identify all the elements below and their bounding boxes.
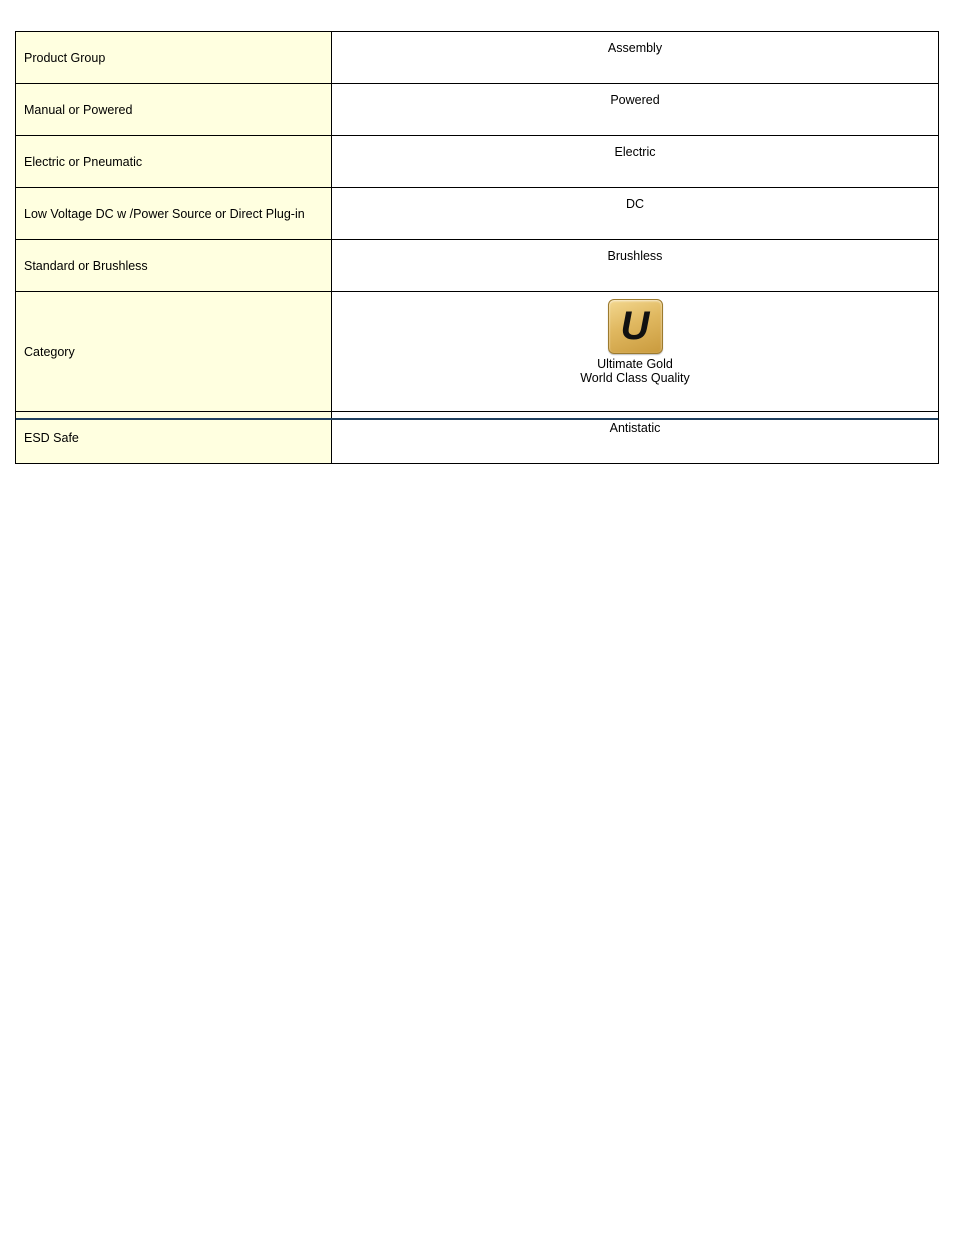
spec-label: Electric or Pneumatic (16, 136, 332, 188)
section-divider (16, 418, 938, 420)
badge-subtitle: World Class Quality (580, 371, 690, 385)
spec-label: Manual or Powered (16, 84, 332, 136)
spec-row-voltage (16, 188, 939, 240)
badge-title: Ultimate Gold (597, 357, 673, 371)
spec-row-electric-or-pneumatic (16, 136, 939, 188)
spec-label: ESD Safe (16, 412, 332, 464)
spec-label: Standard or Brushless (16, 240, 332, 292)
spec-row-product-group (16, 32, 939, 84)
spec-row-manual-or-powered (16, 84, 939, 136)
category-badge-cell (332, 292, 939, 412)
spec-row-standard-or-brushless (16, 240, 939, 292)
spec-label: Low Voltage DC w /Power Source or Direct Plug-in (16, 188, 332, 240)
spec-label: Category (16, 292, 332, 412)
spec-value: Powered (332, 84, 939, 136)
spec-table (15, 31, 939, 464)
spec-value: Electric (332, 136, 939, 188)
ultimate-gold-u-badge-icon (608, 299, 663, 354)
spec-value: Brushless (332, 240, 939, 292)
spec-value: Assembly (332, 32, 939, 84)
spec-label: Product Group (16, 32, 332, 84)
spec-value: DC (332, 188, 939, 240)
badge-letter: U (620, 304, 650, 348)
spec-value: Antistatic (332, 412, 939, 464)
spec-row-category (16, 292, 939, 412)
